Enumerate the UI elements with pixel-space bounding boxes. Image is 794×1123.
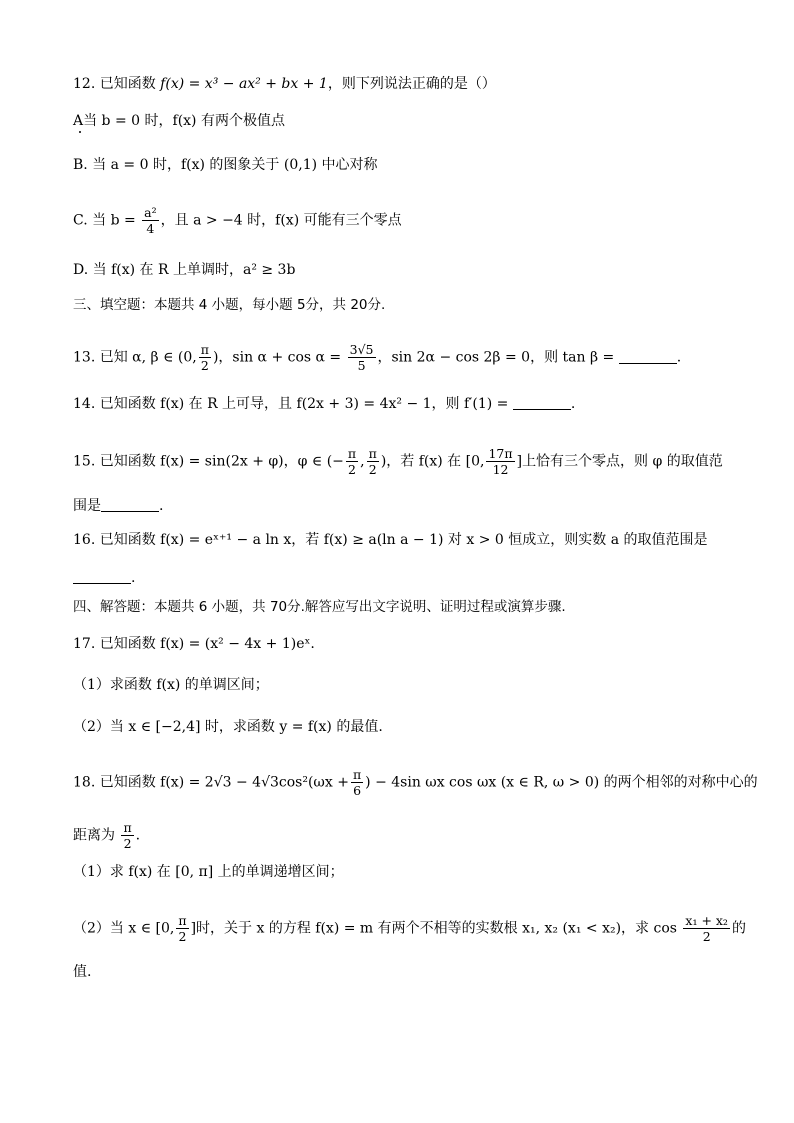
section-4-heading: 四、解答题：本题共 6 小题，共 70分.解答应写出文字说明、证明过程或演算步骤. — [73, 599, 566, 615]
q18-pi-over-6 — [351, 767, 363, 798]
q14-number: 14. — [73, 396, 96, 412]
q13-number: 13. — [73, 349, 96, 366]
q13-mid1: ，sin α + cos α = — [218, 349, 342, 366]
q18 — [73, 767, 758, 798]
q18-part2-fraction — [683, 913, 730, 944]
q18-arg-open: (ωx + — [307, 774, 349, 791]
q15-fraction-17pi-12 — [486, 446, 514, 477]
q15-pi-a: π — [347, 446, 357, 461]
q14 — [73, 394, 575, 414]
q12-stem-pre: 已知函数 — [99, 76, 156, 92]
q18-six: 6 — [353, 783, 362, 798]
q18-arg-close: ) — [365, 774, 371, 791]
q16-number: 16. — [73, 532, 96, 548]
q14-text: 已知函数 f(x) 在 R 上可导，且 f(2x + 3) = 4x² − 1，则 f′(1) = — [99, 396, 509, 412]
q15-mid: ，若 f(x) 在 — [386, 453, 462, 470]
q15-pi-over-2-b — [367, 446, 379, 477]
q12-number: 12. — [73, 76, 96, 92]
section-3-heading: 三、填空题：本题共 4 小题，每小题 5分，共 20分. — [73, 297, 386, 313]
q13-answer-blank — [619, 362, 677, 364]
q13-two: 2 — [200, 358, 209, 373]
q17-part1: （1）求函数 f(x) 的单调区间； — [73, 677, 269, 693]
q15-interval1-close: ) — [380, 453, 387, 470]
q12-stem-post: ，则下列说法正确的是（） — [327, 76, 496, 92]
q14-end: . — [570, 396, 576, 412]
q15-line2 — [73, 496, 163, 516]
q13-pi: π — [200, 342, 209, 357]
q15-answer-blank — [101, 510, 159, 512]
q12-option-c — [73, 205, 402, 236]
q12-option-c-post: ，且 a > −4 时，f(x) 可能有三个零点 — [160, 212, 402, 229]
q16-answer-blank — [73, 582, 131, 584]
q18-pi: π — [352, 767, 362, 782]
q18-part2-interval-open: [0, — [155, 920, 175, 937]
q12-option-c-denominator: 4 — [146, 221, 155, 236]
q18-pi-2: π — [123, 820, 132, 835]
q17 — [73, 634, 315, 654]
q15 — [73, 446, 723, 477]
q13 — [73, 342, 681, 373]
q15-post: 上恰有三个零点，则 φ 的取值范 — [522, 453, 723, 470]
q18-part2-interval-close: ] — [190, 920, 197, 937]
q17-number: 17. — [73, 636, 96, 652]
q18-part2-pi: π — [178, 913, 187, 928]
q13-denominator: 5 — [357, 358, 366, 373]
q15-interval2-open: [0, — [465, 453, 485, 470]
q18-part1: （1）求 f(x) 在 [0, π] 上的单调递增区间； — [73, 864, 344, 880]
q13-pre: 已知 α, β ∈ — [99, 349, 174, 366]
q13-pi-over-2 — [199, 342, 211, 373]
q16-end: . — [131, 570, 136, 586]
q15-numerator: 17π — [488, 446, 513, 461]
q18-pre: 已知函数 f(x) = 2√3 − 4√3cos² — [99, 774, 308, 791]
q12-option-d: D. 当 f(x) 在 R 上单调时，a² ≥ 3b — [73, 262, 296, 278]
q18-line2-pre: 距离为 — [73, 827, 115, 844]
q13-interval-close: ) — [212, 349, 219, 366]
q13-interval-open: (0, — [177, 349, 197, 366]
q12-option-c-numerator: a² — [144, 205, 157, 220]
q18-part2-denominator: 2 — [702, 929, 711, 944]
stray-dot — [79, 131, 81, 133]
q15-pi-over-2-a — [346, 446, 358, 477]
q18-two: 2 — [123, 836, 132, 851]
q12-option-c-pre: C. 当 b = — [73, 212, 136, 229]
q16-text: 已知函数 f(x) = eˣ⁺¹ − a ln x，若 f(x) ≥ a(ln a − 1) 对 x > 0 恒成立，则实数 a 的取值范围是 — [99, 532, 708, 548]
q15-interval2-close: ] — [516, 453, 523, 470]
q18-part2 — [73, 913, 746, 944]
q12-stem-math: f(x) = x³ − ax² + bx + 1 — [160, 76, 328, 92]
q15-end: . — [159, 498, 164, 514]
q18-line2-end: . — [135, 827, 141, 844]
q12-stem — [73, 74, 496, 94]
q15-denominator: 12 — [492, 462, 509, 477]
q15-line2-text: 围是 — [73, 498, 101, 514]
q18-part2-pre: （2）当 x ∈ — [73, 920, 152, 937]
q17-text: 已知函数 f(x) = (x² − 4x + 1)eˣ. — [99, 636, 315, 652]
q13-fraction — [348, 342, 376, 373]
q15-number: 15. — [73, 453, 96, 470]
q18-part2-pi-over-2 — [176, 913, 188, 944]
q18-part2-two: 2 — [178, 929, 187, 944]
q18-post: − 4sin ωx cos ωx (x ∈ R, ω > 0) 的两个相邻的对称中心的 — [375, 774, 758, 791]
q13-end: . — [676, 349, 682, 366]
q16 — [73, 530, 708, 550]
q15-two-b: 2 — [368, 462, 377, 477]
q13-mid2: ，sin 2α − cos 2β = 0，则 tan β = — [377, 349, 615, 366]
q18-part2-numerator: x₁ + x₂ — [685, 913, 728, 928]
q12-option-c-fraction — [142, 205, 158, 236]
q18-number: 18. — [73, 774, 96, 791]
q15-interval1-open: (− — [326, 453, 344, 470]
q15-comma: , — [360, 453, 365, 470]
q18-pi-over-2 — [121, 820, 133, 851]
q13-numerator: 3√5 — [349, 342, 374, 357]
q14-answer-blank — [513, 408, 571, 410]
q15-pre: 已知函数 f(x) = sin(2x + φ)，φ ∈ — [99, 453, 323, 470]
q12-option-a: A当 b = 0 时，f(x) 有两个极值点 — [73, 113, 285, 129]
q18-part2-mid: 时，关于 x 的方程 f(x) = m 有两个不相等的实数根 x₁, x₂ (x₁ < x₂)，求 cos — [196, 920, 677, 937]
q15-two-a: 2 — [348, 462, 356, 477]
q18-part2-line2: 值. — [73, 964, 92, 980]
q17-part2: （2）当 x ∈ [−2,4] 时，求函数 y = f(x) 的最值. — [73, 719, 383, 735]
q12-option-b: B. 当 a = 0 时，f(x) 的图象关于 (0,1) 中心对称 — [73, 157, 378, 173]
q16-line2 — [73, 568, 135, 588]
q15-pi-b: π — [368, 446, 377, 461]
q18-line2 — [73, 820, 140, 851]
q18-part2-post: 的 — [731, 920, 746, 937]
